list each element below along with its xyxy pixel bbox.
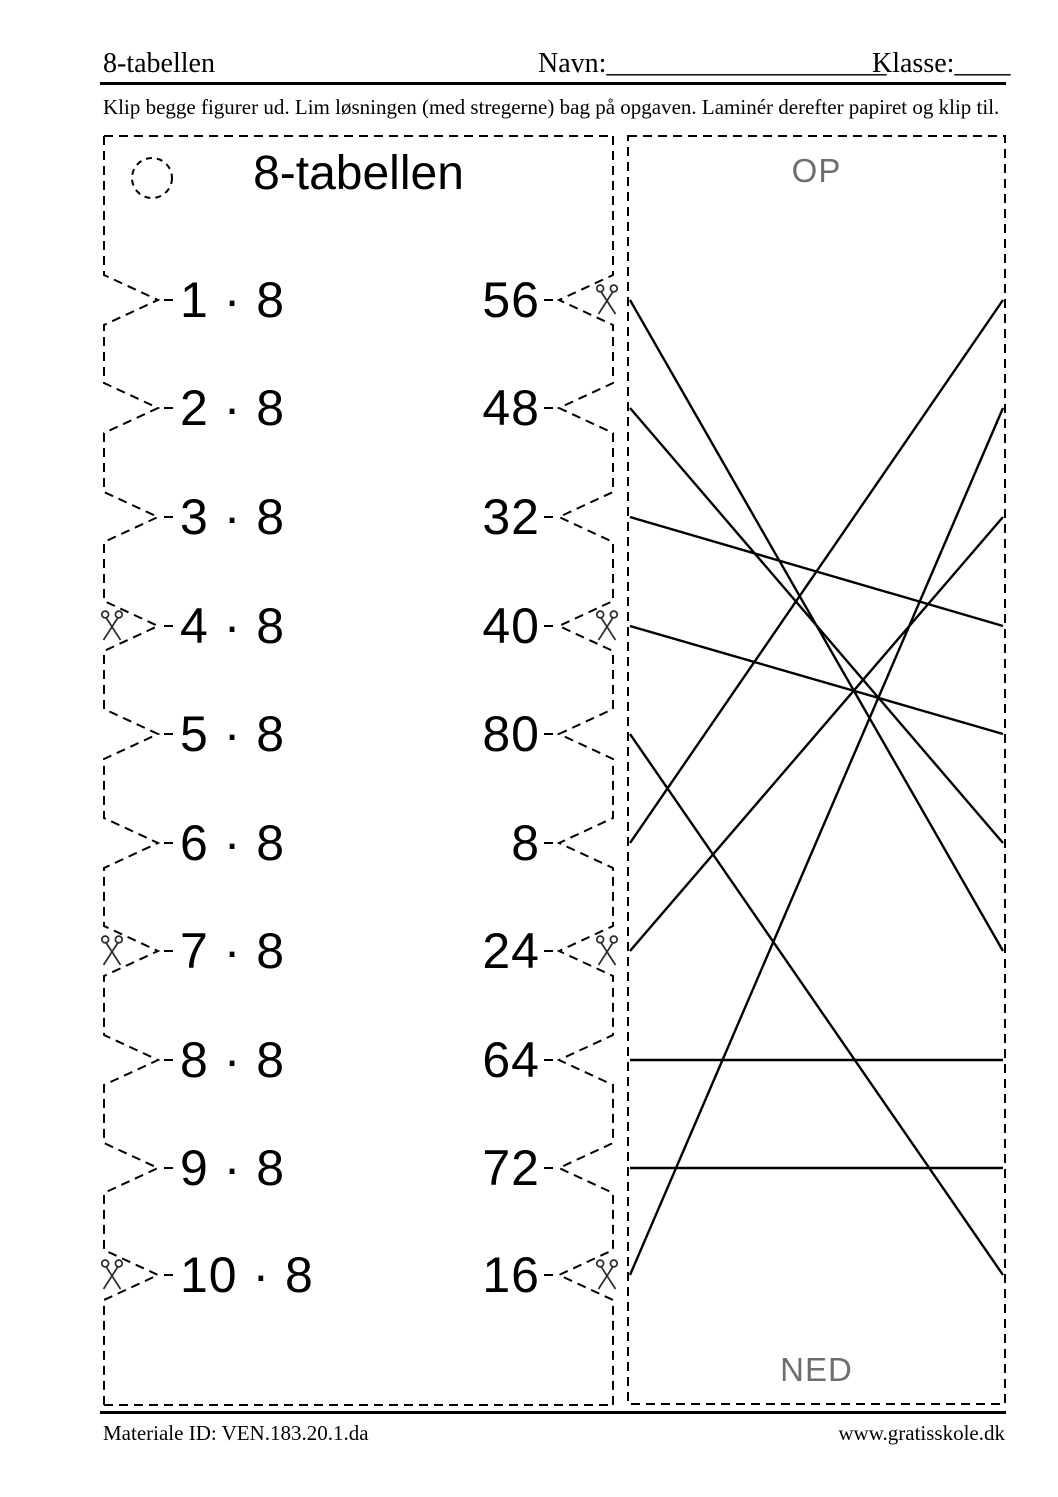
problem-text: 2 · 8 — [180, 380, 286, 436]
table-row — [104, 590, 613, 662]
answer-text: 8 — [511, 815, 540, 871]
answer-text: 24 — [482, 923, 540, 979]
footer-rule — [100, 1411, 1006, 1414]
problem-text: 9 · 8 — [180, 1140, 286, 1196]
problem-text: 4 · 8 — [180, 598, 286, 654]
problem-text: 1 · 8 — [180, 272, 286, 328]
page-title: 8-tabellen — [103, 48, 215, 79]
answer-text: 72 — [482, 1140, 540, 1196]
answer-text: 56 — [482, 272, 540, 328]
name-blank-line: ____________________ — [606, 48, 887, 79]
card-title: 8-tabellen — [253, 147, 464, 200]
solution-line — [630, 300, 1003, 843]
answer-text: 80 — [482, 706, 540, 762]
problem-text: 8 · 8 — [180, 1032, 286, 1088]
problem-text: 7 · 8 — [180, 923, 286, 979]
answer-text: 32 — [482, 489, 540, 545]
website-text: www.gratisskole.dk — [838, 1421, 1005, 1445]
solution-line — [630, 408, 1003, 1275]
ned-label: NED — [780, 1351, 853, 1388]
answer-text: 40 — [482, 598, 540, 654]
table-row — [104, 481, 613, 553]
solution-line — [630, 517, 1003, 951]
name-label: Navn: — [538, 48, 607, 79]
answer-text: 16 — [482, 1247, 540, 1303]
answer-text: 64 — [482, 1032, 540, 1088]
table-row — [104, 372, 613, 444]
right-card-border — [628, 136, 1005, 1404]
instructions-text: Klip begge figurer ud. Lim løsningen (med stregerne) bag på opgaven. Laminér derefter papiret og klip til. — [103, 95, 1000, 119]
problem-text: 5 · 8 — [180, 706, 286, 762]
table-row — [104, 698, 613, 770]
table-row — [104, 1239, 613, 1311]
class-blank-line: ____ — [954, 48, 1011, 79]
solution-line — [630, 734, 1003, 1275]
table-row — [104, 915, 613, 987]
op-label: OP — [791, 152, 842, 189]
answer-text: 48 — [482, 380, 540, 436]
problem-text: 3 · 8 — [180, 489, 286, 545]
material-id-text: Materiale ID: VEN.183.20.1.da — [103, 1421, 369, 1445]
table-row — [104, 1024, 613, 1096]
class-label: Klasse: — [872, 48, 955, 79]
table-row — [104, 1132, 613, 1204]
problem-text: 10 · 8 — [180, 1247, 314, 1303]
solution-line — [630, 408, 1003, 843]
table-row — [104, 264, 613, 336]
table-row — [104, 807, 613, 879]
problem-text: 6 · 8 — [180, 815, 286, 871]
solution-line — [630, 626, 1003, 734]
